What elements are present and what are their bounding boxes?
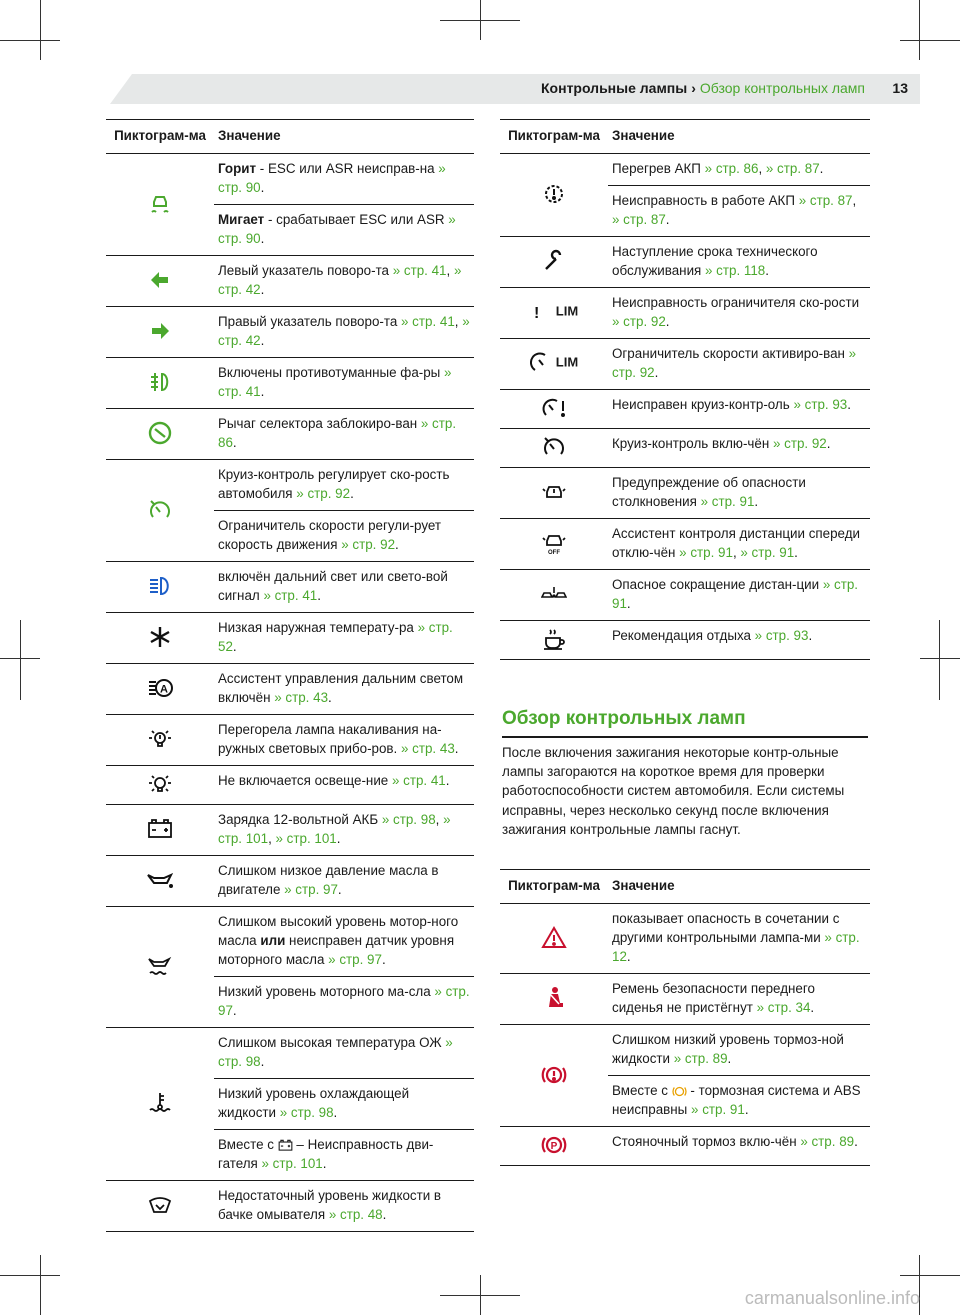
table-row (106, 613, 474, 664)
column-header-meaning: Значение (608, 120, 870, 154)
fog-light-icon (147, 369, 173, 395)
meaning-text: - срабатывает ESC или ASR (264, 212, 449, 227)
punctuation: . (350, 486, 354, 501)
page-reference-link[interactable]: » стр. 87 (612, 212, 666, 227)
page-reference-link[interactable]: » стр. 97 (218, 984, 470, 1018)
page-reference-link[interactable]: » стр. 48 (328, 1207, 383, 1222)
table-row (500, 468, 870, 519)
meaning-cell (214, 205, 474, 256)
meaning-text: Ассистент управления дальним светом включён (218, 671, 464, 705)
pictogram-cell (500, 519, 608, 570)
page-reference-link[interactable]: » стр. 42 (218, 263, 462, 297)
crop-mark (900, 1275, 960, 1276)
parking-brake-icon (541, 1132, 567, 1158)
page-reference-link[interactable]: » стр. 42 (218, 314, 470, 348)
punctuation: . (260, 231, 265, 246)
meaning-cell (608, 570, 870, 621)
column-header-pictogram: Пиктограм-ма (500, 120, 608, 154)
crop-mark (440, 20, 520, 21)
crop-mark (440, 1295, 520, 1296)
meaning-text: Низкий уровень охлаждающей жидкости (218, 1086, 410, 1120)
page-reference-link[interactable]: » стр. 43 (400, 741, 455, 756)
lim-active-icon (530, 350, 556, 376)
page-reference-link[interactable]: » стр. 98 (381, 812, 436, 827)
running-header (541, 80, 865, 96)
meaning-text: включён дальний свет или свето-вой сигнал (218, 569, 448, 603)
table-row (500, 237, 870, 288)
page-reference-link[interactable]: » стр. 98 (279, 1105, 334, 1120)
punctuation: . (847, 397, 851, 412)
meaning-text: Предупреждение об опасности столкновения (612, 475, 806, 509)
oil-can-icon (147, 867, 173, 893)
meaning-cell: Правый указатель поворо-та » стр. 41, » стр. 42. (214, 307, 474, 358)
punctuation: . (808, 628, 813, 643)
punctuation: . (445, 773, 450, 788)
page-reference-link[interactable]: » стр. 12 (612, 930, 860, 964)
pictogram-cell (106, 409, 214, 460)
meaning-cell (214, 1130, 474, 1181)
pictogram-cell (106, 1181, 214, 1232)
left-turn-arrow-icon (147, 267, 173, 293)
meaning-cell (214, 409, 474, 460)
pictogram-cell (106, 256, 214, 307)
column-header-meaning: Значение (608, 870, 870, 904)
punctuation: . (381, 952, 386, 967)
punctuation: . (382, 1207, 387, 1222)
meaning-cell (608, 1025, 870, 1076)
meaning-cell (608, 974, 870, 1025)
pictogram-cell (500, 1127, 608, 1166)
meaning-text: Слишком низкий уровень тормоз-ной жидкости (612, 1032, 844, 1066)
crop-mark (0, 1275, 60, 1276)
page-reference-link[interactable]: » стр. 97 (328, 952, 382, 967)
table-row (106, 256, 474, 307)
pictogram-cell (106, 766, 214, 805)
punctuation: . (337, 882, 342, 897)
section-title: Обзор контрольных ламп (502, 708, 746, 729)
punctuation: . (454, 741, 459, 756)
meaning-cell (608, 904, 870, 974)
table-row (500, 974, 870, 1025)
red-indicator-table (500, 869, 870, 1166)
punctuation: . (232, 435, 237, 450)
wrench-icon (541, 248, 567, 274)
meaning-cell (608, 621, 870, 660)
table-row (500, 390, 870, 429)
meaning-text: Левый указатель поворо-та (218, 263, 393, 278)
meaning-text: Ассистент контроля дистанции спереди отклю-чён (612, 526, 860, 560)
header-separator: › (691, 80, 696, 96)
punctuation: . (810, 1000, 815, 1015)
meaning-text: - тормозная система и ABS неисправны (612, 1083, 861, 1117)
high-beam-assist-icon (147, 675, 173, 701)
meaning-cell (214, 1181, 474, 1232)
crop-mark (40, 1255, 41, 1315)
punctuation: . (727, 1051, 732, 1066)
meaning-text: Недостаточный уровень жидкости в бачке омывателя (218, 1188, 442, 1222)
table-row (106, 856, 474, 907)
meaning-cell (214, 511, 474, 562)
pictogram-cell (106, 358, 214, 409)
table-row (106, 1181, 474, 1232)
meaning-text: Низкий уровень моторного ма-сла (218, 984, 435, 999)
svg-text:!: ! (533, 305, 540, 322)
meaning-text: Наступление срока технического обслуживания (612, 244, 818, 278)
pictogram-cell (500, 570, 608, 621)
table-row (106, 715, 474, 766)
meaning-cell (214, 613, 474, 664)
crop-mark (900, 40, 960, 41)
punctuation: . (665, 212, 670, 227)
page-reference-link[interactable]: » стр. 92 (612, 314, 666, 329)
left-indicator-table (106, 119, 474, 1232)
punctuation: . (260, 282, 265, 297)
pictogram-cell (500, 429, 608, 468)
meaning-cell (214, 1028, 474, 1079)
pictogram-cell (106, 664, 214, 715)
meaning-text: Опасное сокращение дистан-ции (612, 577, 823, 592)
emphasis-word: или (260, 933, 286, 948)
meaning-cell: Левый указатель поворо-та » стр. 41, » стр. 42. (214, 256, 474, 307)
meaning-cell (608, 429, 870, 468)
meaning-cell (214, 977, 474, 1028)
table-row (500, 1025, 870, 1076)
pictogram-cell (500, 390, 608, 429)
meaning-text: Включены противотуманные фа-ры (218, 365, 445, 380)
page-reference-link[interactable]: » стр. 90 (218, 161, 446, 195)
seatbelt-icon (541, 985, 567, 1011)
meaning-cell (608, 390, 870, 429)
meaning-text: Круиз-контроль регулирует ско-рость автомобиля (218, 467, 450, 501)
table-row (106, 358, 474, 409)
meaning-text: Правый указатель поворо-та (218, 314, 402, 329)
page-reference-link[interactable]: » стр. 93 (754, 628, 809, 643)
meaning-text: Стояночный тормоз вклю-чён (612, 1134, 801, 1149)
esc-skid-icon (147, 191, 173, 217)
meaning-text: Перегрев АКП (612, 161, 705, 176)
table-row (500, 570, 870, 621)
table-row (500, 1127, 870, 1166)
pictogram-cell (500, 1025, 608, 1127)
meaning-text: Слишком низкое давление масла в двигателе (218, 863, 439, 897)
page-reference-link[interactable]: » стр. 97 (284, 882, 338, 897)
crop-mark (919, 0, 920, 60)
table-row (500, 154, 870, 186)
punctuation: . (260, 333, 265, 348)
abs-icon (672, 1084, 687, 1099)
page-reference-link[interactable]: » стр. 92 (772, 436, 827, 451)
distance-assist-off-icon (541, 530, 567, 556)
meaning-cell: Зарядка 12-вольтной АКБ » стр. 98, » стр. 101, » стр. 101. (214, 805, 474, 856)
page-reference-link[interactable]: » стр. 41 (391, 773, 446, 788)
pictogram-cell (106, 1028, 214, 1181)
pictogram-cell (500, 468, 608, 519)
table-row (500, 288, 870, 339)
table-row (106, 154, 474, 205)
page-reference-link[interactable]: » стр. 41 (401, 314, 455, 329)
meaning-text: Вместе с (612, 1083, 672, 1098)
high-beam-icon (147, 573, 173, 599)
page-reference-link[interactable]: » стр. 86 (704, 161, 759, 176)
punctuation: . (395, 537, 399, 552)
pictogram-cell (106, 154, 214, 256)
meaning-cell (214, 358, 474, 409)
meaning-text: Зарядка 12-вольтной АКБ (218, 812, 382, 827)
page-reference-link[interactable]: » стр. 41 (263, 588, 318, 603)
battery-icon (278, 1138, 293, 1153)
pictogram-cell (500, 974, 608, 1025)
meaning-cell (214, 766, 474, 805)
bulb-failure-icon (147, 726, 173, 752)
column-header-pictogram: Пиктограм-ма (106, 120, 214, 154)
brake-system-icon (541, 1062, 567, 1088)
meaning-cell: Перегрев АКП » стр. 86, » стр. 87. (608, 154, 870, 186)
pictogram-cell (106, 562, 214, 613)
right-turn-arrow-icon (147, 318, 173, 344)
punctuation: . (328, 690, 332, 705)
page-reference-link[interactable]: » стр. 101 (275, 831, 337, 846)
crop-mark (920, 658, 960, 659)
page-reference-link[interactable]: » стр. 89 (800, 1134, 855, 1149)
table-row (500, 339, 870, 390)
pictogram-cell (106, 856, 214, 907)
column-header-meaning: Значение (214, 120, 474, 154)
meaning-cell (608, 288, 870, 339)
meaning-cell (608, 237, 870, 288)
header-subsection: Обзор контрольных ламп (699, 80, 865, 96)
punctuation: . (260, 384, 265, 399)
page-reference-link[interactable]: » стр. 92 (612, 346, 857, 380)
meaning-cell: Ассистент контроля дистанции спереди отклю-чён » стр. 91, » стр. 91. (608, 519, 870, 570)
crop-mark (939, 620, 940, 700)
meaning-text: Не включается освеще-ние (218, 773, 392, 788)
page-reference-link[interactable]: » стр. 87 (765, 161, 820, 176)
pictogram-cell (500, 904, 608, 974)
meaning-cell (214, 154, 474, 205)
table-row (106, 766, 474, 805)
lim-label: LIM (555, 354, 579, 370)
cruise-control-icon (147, 497, 173, 523)
punctuation: . (333, 1105, 338, 1120)
cruise-fault-icon (541, 395, 567, 421)
page-reference-link[interactable]: » стр. 52 (218, 620, 453, 654)
punctuation: . (654, 365, 659, 380)
page-reference-link[interactable]: » стр. 98 (218, 1035, 453, 1069)
svg-text:A: A (160, 683, 168, 696)
meaning-text: показывает опасность в сочетании с другими контрольными лампа-ми (612, 911, 840, 945)
page-reference-link[interactable]: » стр. 41 (392, 263, 447, 278)
pictogram-cell (500, 154, 608, 237)
table-row (106, 805, 474, 856)
page-reference-link[interactable]: » стр. 87 (798, 193, 853, 208)
page-reference-link[interactable]: » стр. 91 (612, 577, 859, 611)
meaning-cell (608, 339, 870, 390)
punctuation: . (765, 263, 769, 278)
lim-fault-icon (530, 299, 556, 325)
meaning-cell: Неисправность в работе АКП » стр. 87, » стр. 87. (608, 186, 870, 237)
coffee-cup-icon (541, 626, 567, 652)
page-reference-link[interactable]: » стр. 101 (218, 812, 451, 846)
meaning-text: Неисправность в работе АКП (612, 193, 799, 208)
page-reference-link[interactable]: » стр. 89 (673, 1051, 728, 1066)
meaning-cell (214, 664, 474, 715)
section-divider (502, 736, 868, 738)
page-reference-link[interactable]: » стр. 92 (341, 537, 396, 552)
snowflake-icon (147, 624, 173, 650)
page-reference-link[interactable]: » стр. 91 (700, 494, 755, 509)
svg-text:P: P (550, 1141, 558, 1152)
pictogram-cell (500, 339, 608, 390)
table-row (106, 460, 474, 511)
meaning-cell (214, 460, 474, 511)
punctuation: . (665, 314, 670, 329)
table-row (500, 429, 870, 468)
right-indicator-table (500, 119, 870, 660)
meaning-cell (214, 715, 474, 766)
meaning-text: Рычаг селектора заблокиро-ван (218, 416, 421, 431)
meaning-text: Вместе с (218, 1137, 278, 1152)
punctuation: . (232, 1003, 237, 1018)
page-reference-link[interactable]: » стр. 92 (296, 486, 351, 501)
meaning-text: Рекомендация отдыха (612, 628, 755, 643)
meaning-cell (214, 856, 474, 907)
meaning-cell (608, 1127, 870, 1166)
meaning-text: Неисправность ограничителя ско-рости (612, 295, 860, 310)
meaning-cell (608, 468, 870, 519)
crop-mark (20, 620, 21, 700)
page-reference-link[interactable]: » стр. 101 (261, 1156, 323, 1171)
selector-lever-lock-icon (147, 420, 173, 446)
meaning-text: неисправен датчик уровня моторного масла (218, 933, 455, 967)
punctuation: . (826, 436, 831, 451)
punctuation: . (260, 1054, 265, 1069)
page-reference-link[interactable]: » стр. 93 (793, 397, 848, 412)
meaning-text: – Неисправность дви-гателя (218, 1137, 434, 1171)
table-row (106, 664, 474, 715)
crop-mark (40, 0, 41, 60)
punctuation: . (336, 831, 341, 846)
meaning-text: Слишком высокая температура ОЖ (218, 1035, 446, 1050)
punctuation: . (317, 588, 321, 603)
page-reference-link[interactable]: » стр. 34 (756, 1000, 811, 1015)
collision-warning-icon (541, 479, 567, 505)
table-row (106, 907, 474, 977)
table-row (106, 562, 474, 613)
meaning-cell (608, 1076, 870, 1127)
page-reference-link[interactable]: » стр. 86 (218, 416, 457, 450)
svg-text:OFF: OFF (548, 550, 560, 556)
page-reference-link[interactable]: » стр. 118 (705, 263, 766, 278)
meaning-cell (214, 562, 474, 613)
meaning-text: Низкая наружная температу-ра (218, 620, 418, 635)
pictogram-cell (106, 805, 214, 856)
pictogram-cell (500, 621, 608, 660)
table-row (106, 409, 474, 460)
meaning-text: - ESC или ASR неисправ-на (256, 161, 439, 176)
crop-mark (0, 40, 60, 41)
punctuation: . (819, 161, 824, 176)
page-reference-link[interactable]: » стр. 91 (740, 545, 795, 560)
battery-icon (147, 816, 173, 842)
page-reference-link[interactable]: » стр. 43 (274, 690, 329, 705)
pictogram-cell (106, 307, 214, 358)
meaning-text: Неисправен круиз-контр-оль (612, 397, 794, 412)
coolant-temp-icon (147, 1090, 173, 1116)
gearbox-gear-icon (541, 181, 567, 207)
table-row (106, 307, 474, 358)
state-keyword: Мигает (218, 212, 265, 227)
meaning-text: Ограничитель скорости активиро-ван (612, 346, 849, 361)
lighting-off-icon (147, 771, 173, 797)
table-row (500, 519, 870, 570)
column-header-pictogram: Пиктограм-ма (500, 870, 608, 904)
table-row (106, 1028, 474, 1079)
meaning-text: Слишком высокий уровень мотор-ного масла (218, 914, 459, 948)
punctuation: . (322, 1156, 327, 1171)
state-keyword: Горит (218, 161, 257, 176)
punctuation: . (626, 949, 631, 964)
punctuation: . (854, 1134, 858, 1149)
pictogram-cell (106, 460, 214, 562)
table-row (500, 621, 870, 660)
meaning-cell (214, 1079, 474, 1130)
table-row (500, 904, 870, 974)
page-number: 13 (892, 80, 908, 96)
section-paragraph: После включения зажигания некоторые контр-ольные лампы загораются на короткое время для проверки работоспособности систем автомобиля. Если системы исправны, через несколько секунд после включения зажигания контрольные лампы гаснут. (502, 745, 845, 837)
page-reference-link[interactable]: » стр. 90 (218, 212, 456, 246)
punctuation: . (232, 639, 237, 654)
washer-fluid-icon (147, 1192, 173, 1218)
punctuation: . (754, 494, 759, 509)
pictogram-cell (106, 715, 214, 766)
lim-label: LIM (555, 303, 579, 319)
pictogram-cell (500, 237, 608, 288)
page-reference-link[interactable]: » стр. 41 (218, 365, 452, 399)
pictogram-cell (106, 907, 214, 1028)
oil-level-icon (147, 953, 173, 979)
watermark: carmanualsonline.info (744, 1288, 920, 1308)
meaning-text: Ограничитель скорости регули-рует скорость движения (218, 518, 442, 552)
meaning-cell (214, 907, 474, 977)
punctuation: . (626, 596, 631, 611)
cruise-on-icon (541, 434, 567, 460)
punctuation: . (794, 545, 798, 560)
pictogram-cell (500, 288, 608, 339)
punctuation: . (260, 180, 265, 195)
punctuation: . (744, 1102, 749, 1117)
page-reference-link[interactable]: » стр. 91 (679, 545, 733, 560)
warning-triangle-icon (541, 925, 567, 951)
meaning-text: Перегорела лампа накаливания на-ружных световых прибо-ров. (218, 722, 442, 756)
meaning-text: Круиз-контроль вклю-чён (612, 436, 773, 451)
distance-warning-icon (541, 581, 567, 607)
meaning-text: Ремень безопасности переднего сиденья не пристёгнут (612, 981, 815, 1015)
header-section: Контрольные лампы (541, 80, 688, 96)
crop-mark (0, 658, 40, 659)
page-reference-link[interactable]: » стр. 91 (691, 1102, 745, 1117)
pictogram-cell (106, 613, 214, 664)
